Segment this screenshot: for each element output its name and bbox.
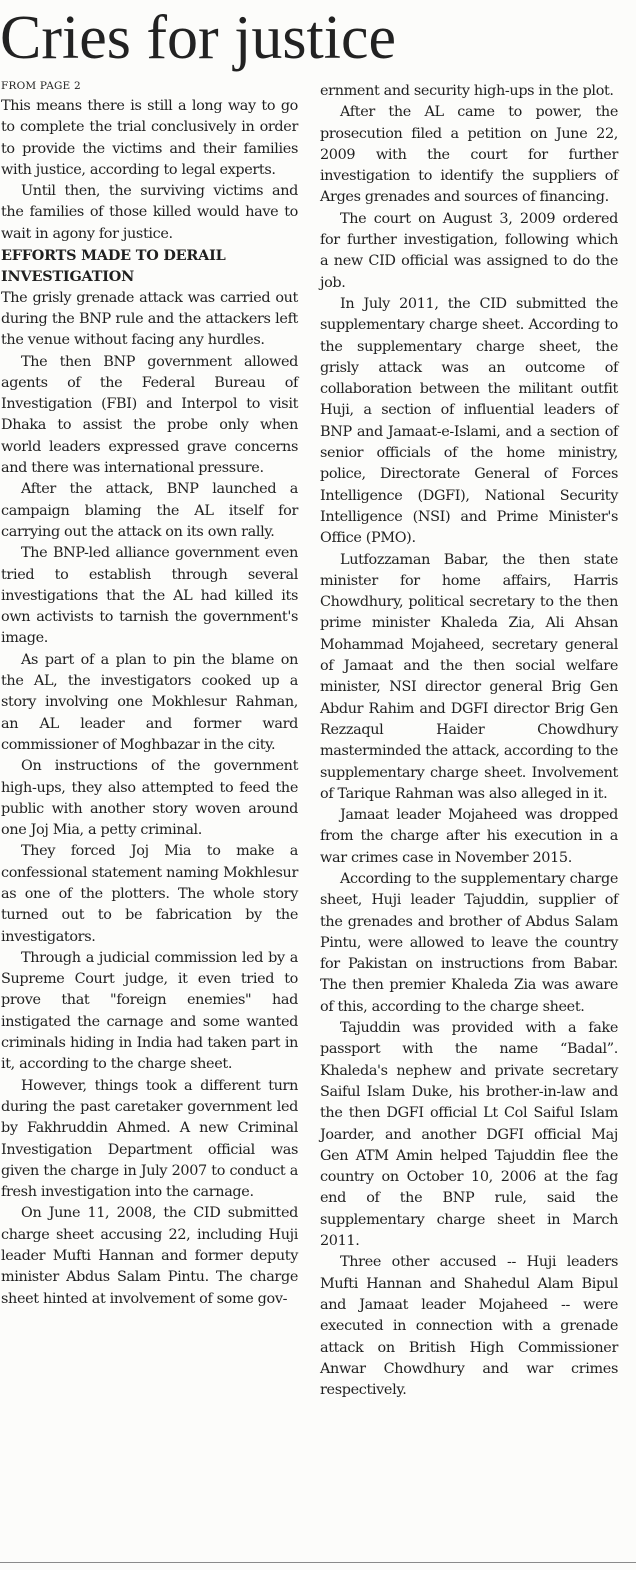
continued-from-label: FROM PAGE 2 — [1, 80, 81, 92]
paragraph: ernment and security high-ups in the plot. — [320, 83, 614, 99]
paragraph: The grisly grenade attack was carried out during the BNP rule and the attackers left the venue without facing any hurdles. — [1, 289, 298, 349]
paragraph: The then BNP government allowed agents of the Federal Bureau of Investigation (FBI) and Interpol to visit Dhaka to assist the probe only when world leaders expressed grave concerns and there was international pressure. — [1, 353, 298, 477]
paragraph: The court on August 3, 2009 ordered for further investigation, following which a new CID official was assigned to do the job. — [320, 210, 618, 291]
paragraph: According to the supplementary charge sheet, Huji leader Tajuddin, supplier of the grenades and brother of Abdus Salam Pintu, were allowed to leave the country for Pakistan on instructions from Babar. The then premier Khaleda Zia was aware of this, according to the charge sheet. — [320, 870, 618, 1015]
paragraph: The BNP-led alliance government even tried to establish through several investigations that the AL had killed its own activists to tarnish the government's image. — [1, 545, 298, 647]
paragraph: Jamaat leader Mojaheed was dropped from the charge after his execution in a war crimes case in November 2015. — [320, 807, 618, 866]
paragraph: Lutfozzaman Babar, the then state minister for home affairs, Harris Chowdhury, political secretary to the then prime minister Khaleda Zia, Ali Ahsan Mohammad Mojaheed, secretary general of Jamaat and the then social welfare minister, NSI director general Brig Gen Abdur Rahim and DGFI director Brig Gen Rezzaqul Haider Chowdhury masterminded the attack, according to the supplementary charge sheet. Involvement of Tarique Rahman was also alleged in it. — [320, 551, 618, 802]
section-subhead: EFFORTS MADE TO DERAIL INVESTIGATION — [1, 247, 226, 286]
paragraph: Until then, the surviving victims and the families of those killed would have to wait in agony for justice. — [1, 183, 298, 242]
paragraph: On instructions of the government high-ups, they also attempted to feed the public with another story woven around one Joj Mia, a petty criminal. — [1, 758, 298, 839]
paragraph: In July 2011, the CID submitted the supplementary charge sheet. According to the supplementary charge sheet, the grisly attack was an outcome of collaboration between the militant outfit Huji, a section of influential leaders of BNP and Jamaat-e-Islami, and a section of senior officials of the home ministry, police, Directorate General of Forces Intelligence (DGFI), National Security Intelligence (NSI) and Prime Minister's Office (PMO). — [320, 295, 618, 547]
paragraph: This means there is still a long way to go to complete the trial conclusively in order to provide the victims and their families with justice, according to legal experts. — [1, 98, 298, 178]
right-column — [320, 81, 618, 1401]
paragraph: They forced Joj Mia to make a confessional statement naming Mokhlesur as one of the plotters. The whole story turned out to be fabrication by the investigators. — [1, 843, 298, 945]
paragraph: As part of a plan to pin the blame on the AL, the investigators cooked up a story involving one Mokhlesur Rahman, an AL leader and former ward commissioner of Moghbazar in the city. — [1, 651, 298, 753]
paragraph: After the attack, BNP launched a campaign blaming the AL itself for carrying out the attack on its own rally. — [1, 481, 298, 540]
paragraph: After the AL came to power, the prosecution filed a petition on June 22, 2009 with the court for further investigation to identify the suppliers of Arges grenades and sources of financing. — [320, 104, 618, 206]
paragraph: Tajuddin was provided with a fake passport with the name “Badal”. Khaleda's nephew and private secretary Saiful Islam Duke, his brother-in-law and the then DGFI official Lt Col Saiful Islam Joarder, and another DGFI official Maj Gen ATM Amin helped Tajuddin flee the country on October 10, 2006 at the fag end of the BNP rule, said the supplementary charge sheet in March 2011. — [320, 1020, 618, 1250]
paragraph: Through a judicial commission led by a Supreme Court judge, it even tried to prove that "foreign enemies" had instigated the carnage and some wanted criminals hiding in India had taken part in it, according to the charge sheet. — [1, 949, 298, 1073]
left-column — [1, 79, 298, 1310]
paragraph: However, things took a different turn during the past caretaker government led by Fakhruddin Ahmed. A new Criminal Investigation Department official was given the charge in July 2007 to conduct a fresh investigation into the carnage. — [1, 1077, 298, 1201]
paragraph: On June 11, 2008, the CID submitted charge sheet accusing 22, including Huji leader Mufti Hannan and former deputy minister Abdus Salam Pintu. The charge sheet hinted at involvement of some gov- — [1, 1205, 298, 1307]
headline: Cries for justice — [0, 4, 397, 72]
paragraph: Three other accused -- Huji leaders Mufti Hannan and Shahedul Alam Bipul and Jamaat leader Mojaheed -- were executed in connection with a grenade attack on British High Commissioner Anwar Chowdhury and war crimes respectively. — [320, 1254, 618, 1399]
bottom-divider — [0, 1562, 636, 1563]
